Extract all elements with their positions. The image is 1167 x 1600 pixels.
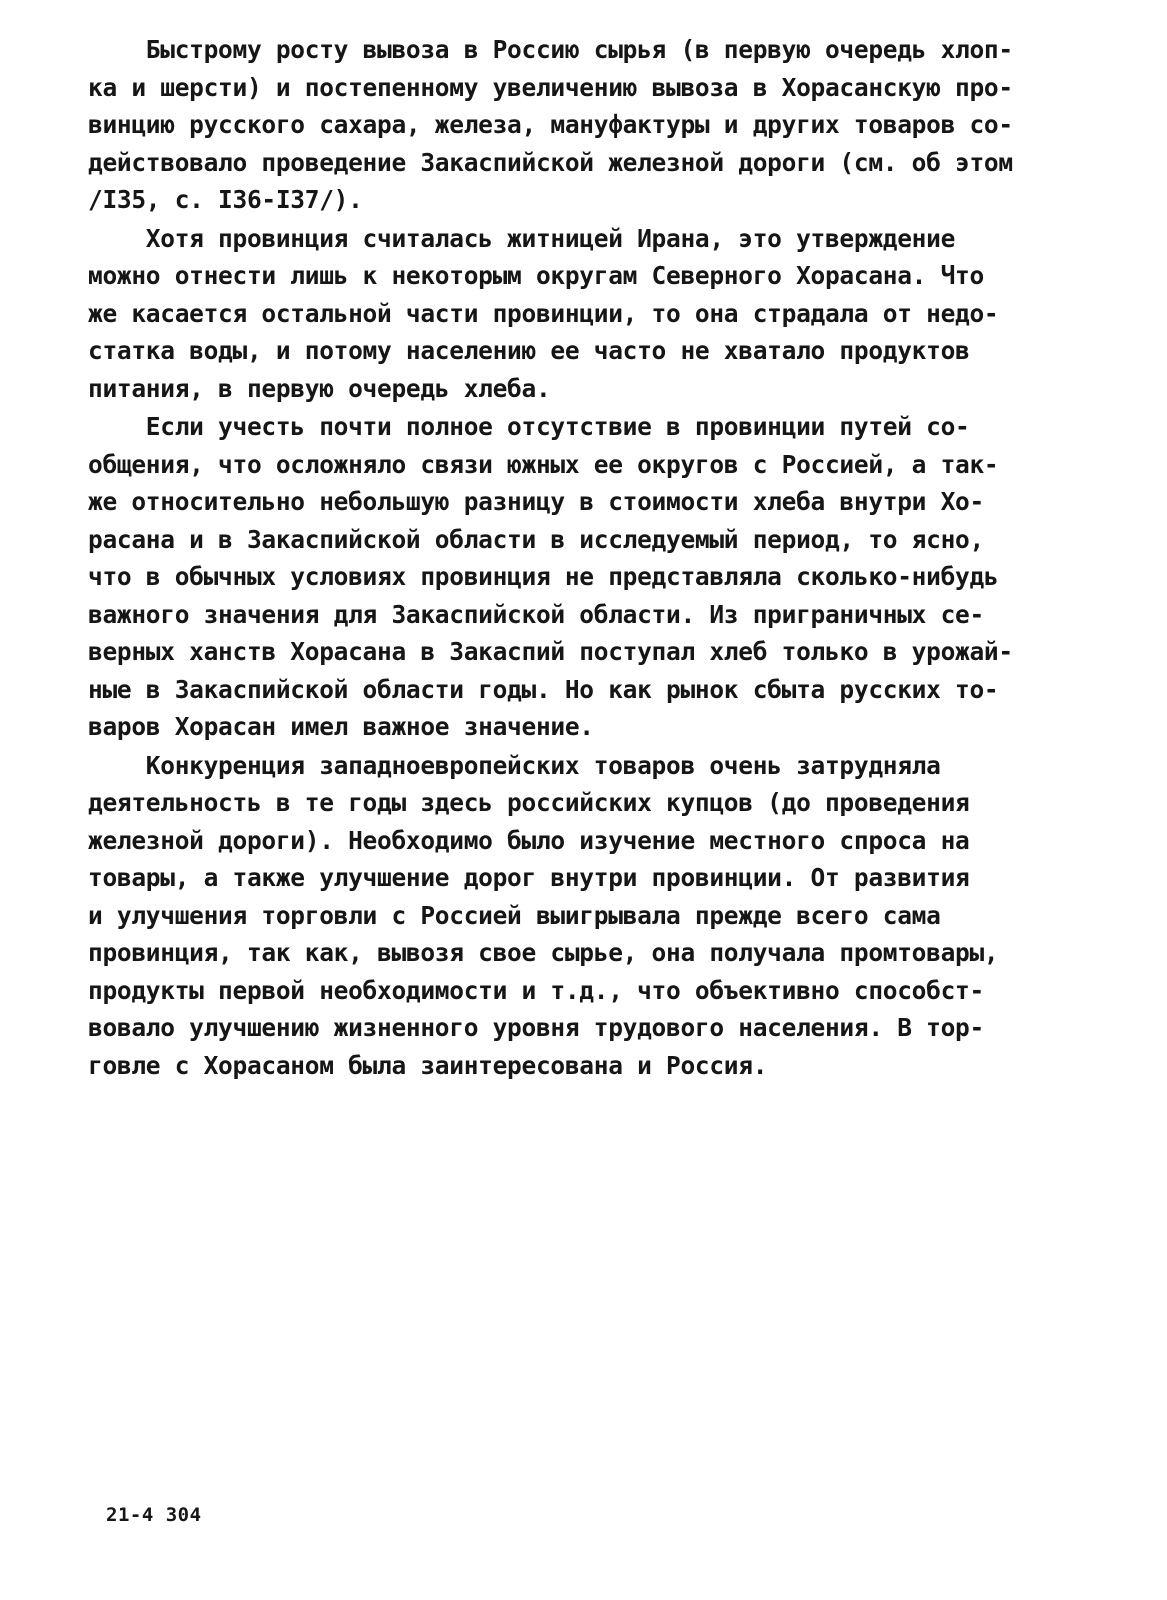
paragraph-3: Если учесть почти полное отсутствие в провинции путей со- общения, что осложняло связи южных ее округов с Россией, а так- же относительно небольшую разницу в стоимости хлеба внутри Хо- расана и в Закаспийской области в исследуемый период, то ясно, что в обычных условиях провинция не представляла сколько-нибудь важного значения для Закаспийской области. Из приграничных се- верных ханств Хорасана в Закаспий поступал хлеб только в урожай- ные в Закаспийской области годы. Но как рынок сбыта русских то- варов Хорасан имел важное значение. xyxy=(88,412,1013,741)
paragraph-1: Быстрому росту вывоза в Россию сырья (в первую очередь хлоп- ка и шерсти) и постепенному увеличению вывоза в Хорасанскую про- винцию русского сахара, железа, мануфактуры и других товаров со- действовало проведение Закаспийской железной дороги (см. об этом /I35, с. I36-I37/). xyxy=(88,35,1013,214)
paragraph-2: Хотя провинция считалась житницей Ирана, это утверждение можно отнести лишь к некоторым округам Северного Хорасана. Что же касается остальной части провинции, то она страдала от недо- статка воды, и потому населению ее часто не хватало продуктов питания, в первую очередь хлеба. xyxy=(88,223,999,403)
paragraph-4: Конкуренция западноевропейских товаров очень затрудняла деятельность в те годы здесь российских купцов (до проведения железной дороги). Необходимо было изучение местного спроса на товары, а также улучшение дорог внутри провинции. От развития и улучшения торговли с Россией выигрывала прежде всего сама провинция, так как, вывозя свое сырье, она получала промтовары, продукты первой необходимости и т.д., что объективно способст- вовало улучшению жизненного уровня трудового населения. В тор- говле с Хорасаном была заинтересована и Россия. xyxy=(88,750,999,1080)
footer-code: 21-4 304 xyxy=(106,1504,202,1526)
body-text xyxy=(88,31,1078,1084)
